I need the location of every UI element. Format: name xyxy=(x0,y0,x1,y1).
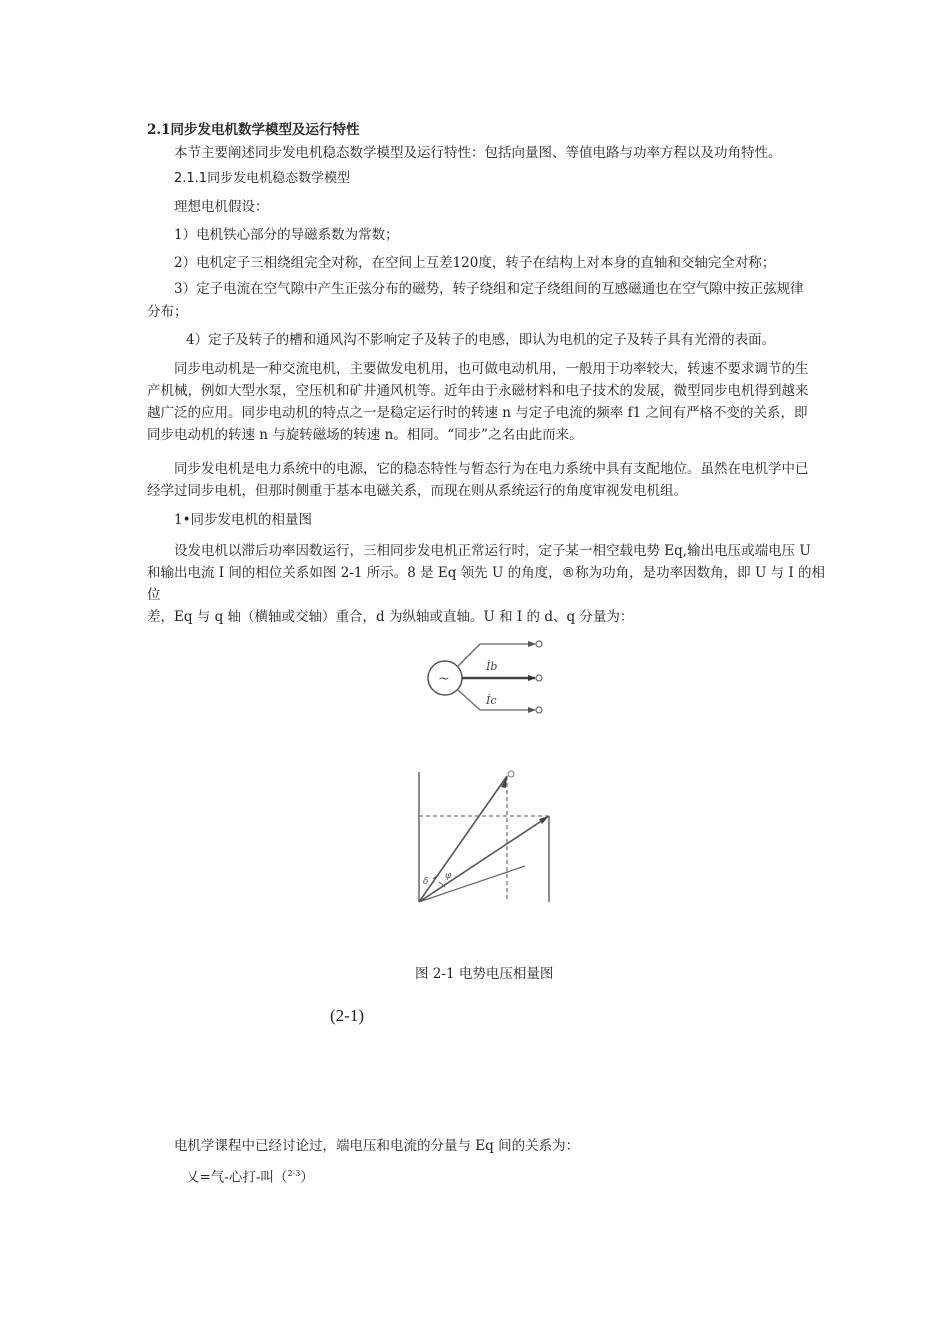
assumption-item: 4）定子及转子的槽和通风沟不影响定子及转子的电感，即认为电机的定子及转子具有光滑的表面。 xyxy=(186,332,776,348)
subsection-title: 2.1.1同步发电机稳态数学模型 xyxy=(174,171,351,186)
paragraph-line: 和输出电流 I 间的相位关系如图 2-1 所示。8 是 Eq 领先 U 的角度，®称为功角，是功率因数角，即 U 与 I 的相位 xyxy=(147,565,826,603)
svg-text:~: ~ xyxy=(438,671,450,687)
equation-end: ） xyxy=(300,1169,314,1186)
paragraph-line: 设发电机以滞后功率因数运行，三相同步发电机正常运行时，定子某一相空载电势 Eq,输出电压或端电压 U xyxy=(174,543,811,559)
three-phase-circuit-diagram xyxy=(420,630,550,720)
section-title: 2.1同步发电机数学模型及运行特性 xyxy=(147,122,360,138)
assumption-item: 1）电机铁心部分的导磁系数为常数； xyxy=(174,227,399,243)
equation-line xyxy=(186,1164,314,1188)
equation-text: 乂=气-心打-叫（ xyxy=(186,1169,288,1186)
phasor-diagram xyxy=(415,770,555,905)
assumption-item: 2）电机定子三相绕组完全对称，在空间上互差120度，转子在结构上对本身的直轴和交轴完全对称； xyxy=(174,255,776,271)
equation-number: (2-1) xyxy=(330,1006,364,1025)
paragraph-relations: 电机学课程中已经讨论过，端电压和电流的分量与 Eq 间的关系为： xyxy=(174,1138,580,1154)
paragraph-line: 同步发电机是电力系统中的电源，它的稳态特性与暂态行为在电力系统中具有支配地位。虽然在电机学中已 xyxy=(174,461,809,477)
paragraph-line: 同步电动机的转速 n 与旋转磁场的转速 n。相同。“同步”之名由此而来。 xyxy=(147,427,583,443)
assumption-title: 理想电机假设： xyxy=(174,199,269,215)
assumption-item: 分布； xyxy=(147,304,188,320)
current-label-ib: İb xyxy=(486,660,498,673)
paragraph-generator xyxy=(147,458,826,502)
intro-paragraph: 本节主要阐述同步发电机稳态数学模型及运行特性：包括向量图、等值电路与功率方程以及功角特性。 xyxy=(174,145,782,161)
paragraph-line: 同步电动机是一种交流电机，主要做发电机用，也可做电动机用，一般用于功率较大，转速不要求调节的生 xyxy=(174,361,809,377)
current-label-ic: İc xyxy=(486,694,497,707)
paragraph-line: 产机械，例如大型水泵，空压机和矿井通风机等。近年由于永磁材料和电子技术的发展，微型同步电机得到越来 xyxy=(147,383,809,399)
paragraph-phasor xyxy=(147,540,826,628)
figure-caption: 图 2-1 电势电压相量图 xyxy=(415,966,554,982)
phi-label: φ xyxy=(445,871,452,881)
paragraph-line: 差，Eq 与 q 轴（横轴或交轴）重合，d 为纵轴或直轴。U 和 I 的 d、q 分量为： xyxy=(147,609,634,625)
assumption-item: 3）定子电流在空气隙中产生正弦分布的磁势，转子绕组和定子绕组间的互感磁通也在空气隙中按正弦规律 xyxy=(174,281,804,297)
delta-label: δ xyxy=(423,877,429,887)
paragraph-line: 经学过同步电机，但那时侧重于基本电磁关系，而现在则从系统运行的角度审视发电机组。 xyxy=(147,483,687,499)
equation-number-sup: 2-3 xyxy=(287,1169,301,1178)
paragraph-synchronous-motor xyxy=(147,358,826,446)
paragraph-line: 越广泛的应用。同步电动机的特点之一是稳定运行时的转速 n 与定子电流的频率 f1 之间有严格不变的关系，即 xyxy=(147,405,808,421)
item-title: 1•同步发电机的相量图 xyxy=(174,512,313,528)
